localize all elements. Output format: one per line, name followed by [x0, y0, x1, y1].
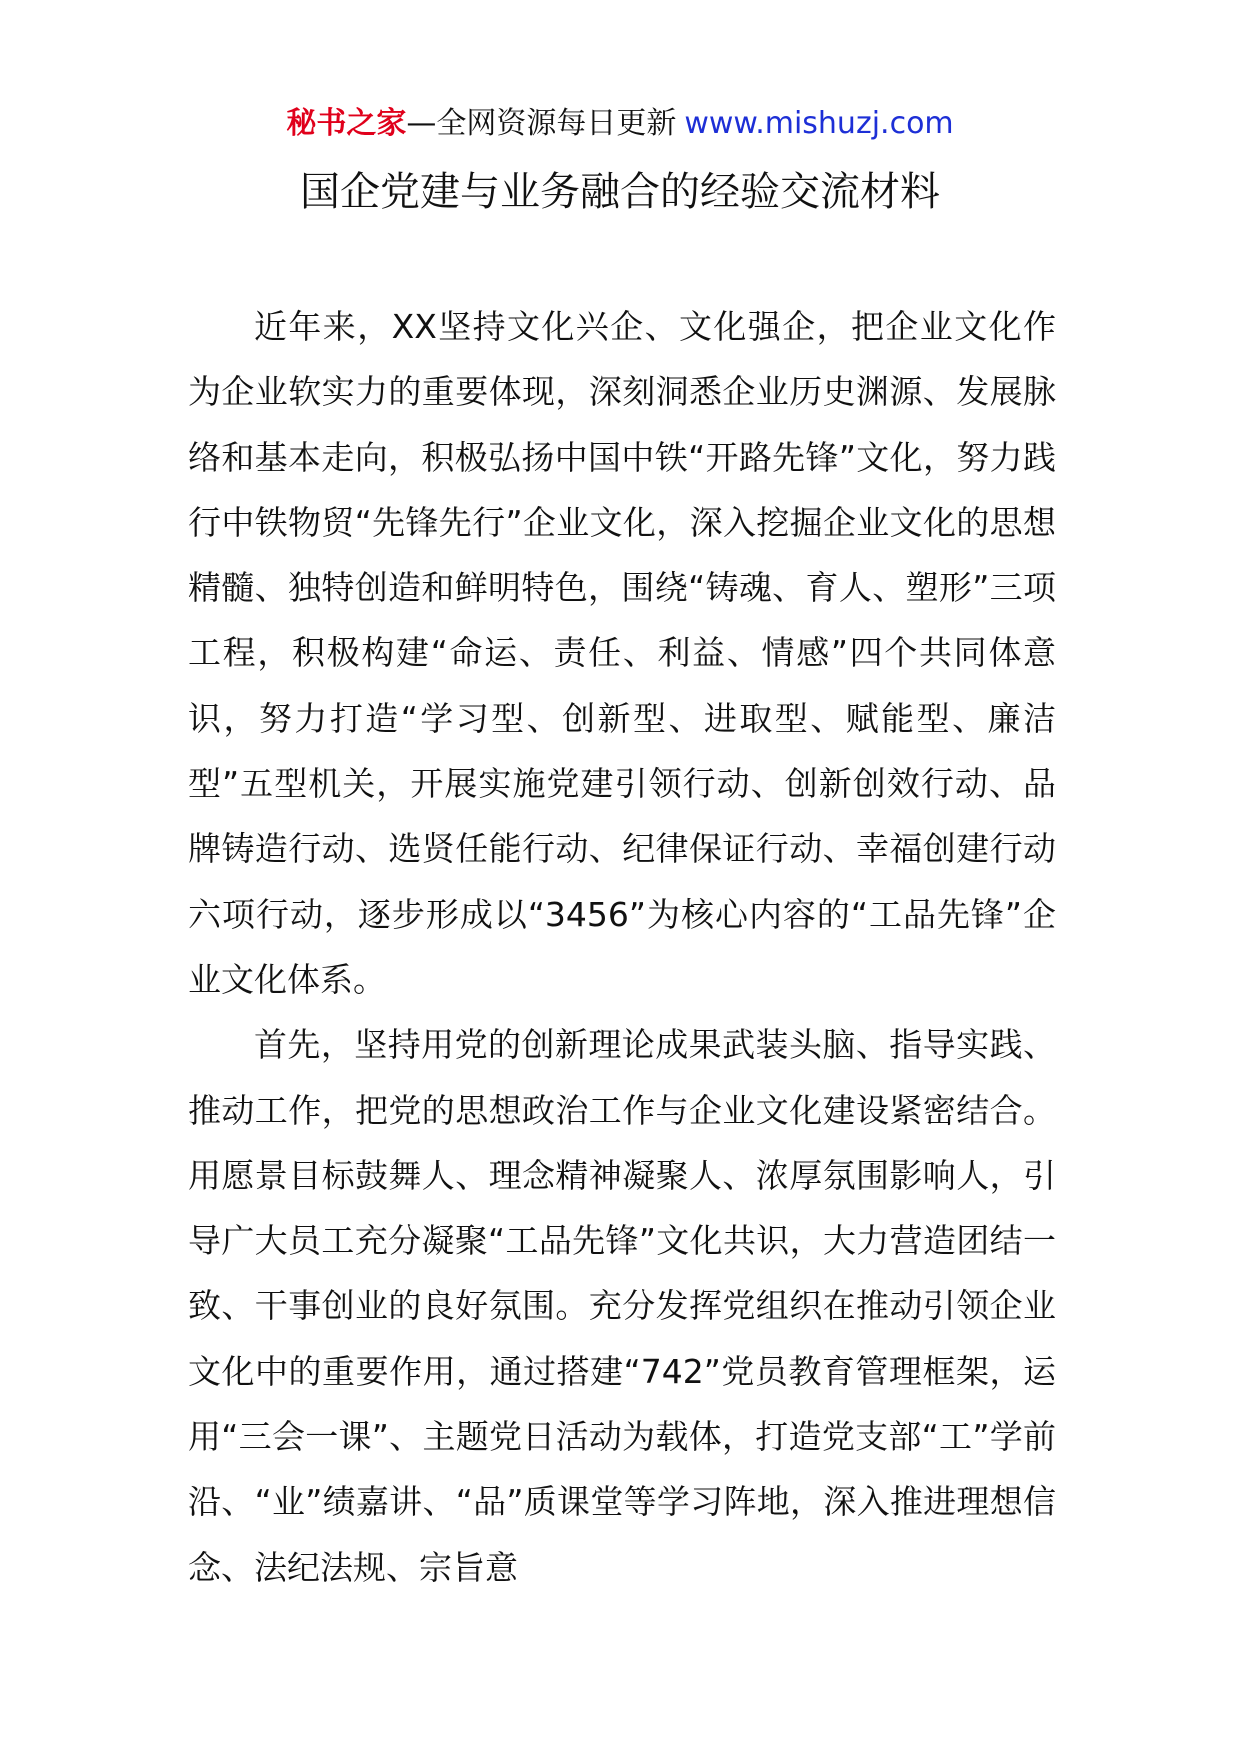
paragraph: 首先，坚持用党的创新理论成果武装头脑、指导实践、推动工作，把党的思想政治工作与企业文化建设紧密结合。用愿景目标鼓舞人、理念精神凝聚人、浓厚氛围影响人，引导广大员工充分凝聚“工品先锋”文化共识，大力营造团结一致、干事创业的良好氛围。充分发挥党组织在推动引领企业文化中的重要作用，通过搭建“742”党员教育管理框架，运用“三会一课”、主题党日活动为载体，打造党支部“工”学前沿、“业”绩嘉讲、“品”质课堂等学习阵地，深入推进理想信念、法纪法规、宗旨意: [188, 1025, 1056, 1587]
document-title: 国企党建与业务融合的经验交流材料: [300, 169, 940, 215]
paragraph: 近年来，XX坚持文化兴企、文化强企，把企业文化作为企业软实力的重要体现，深刻洞悉企业历史渊源、发展脉络和基本走向，积极弘扬中国中铁“开路先锋”文化，努力践行中铁物贸“先锋先行”企业文化，深入挖掘企业文化的思想精髓、独特创造和鲜明特色，围绕“铸魂、育人、塑形”三项工程，积极构建“命运、责任、利益、情感”四个共同体意识，努力打造“学习型、创新型、进取型、赋能型、廉洁型”五型机关，开展实施党建引领行动、创新创效行动、品牌铸造行动、选贤任能行动、纪律保证行动、幸福创建行动六项行动，逐步形成以“3456”为核心内容的“工品先锋”企业文化体系。: [188, 307, 1056, 999]
document-body: [188, 294, 1056, 1600]
site-tagline: —全网资源每日更新: [406, 106, 677, 141]
site-header: [0, 104, 1240, 144]
site-url-link[interactable]: www.mishuzj.com: [684, 106, 954, 141]
site-brand: 秘书之家: [286, 106, 407, 141]
